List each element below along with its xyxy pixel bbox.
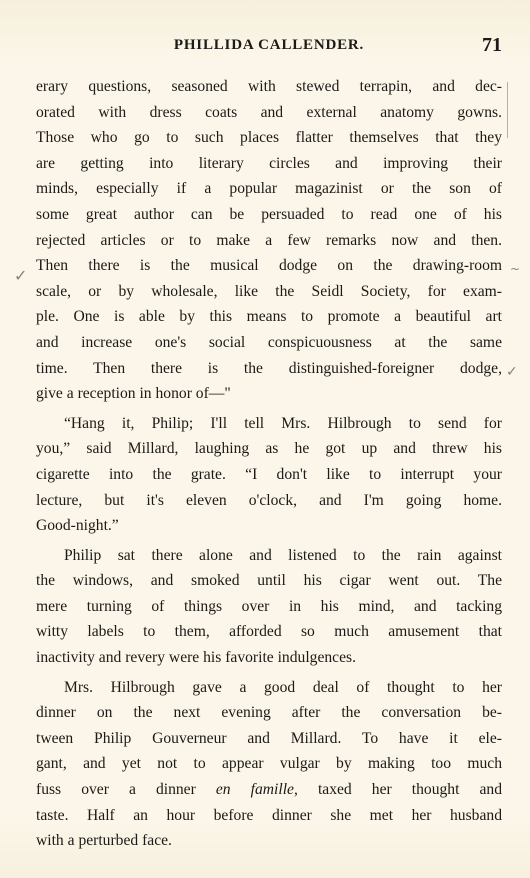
text-line: orated with dress coats and external anatomy gowns.	[36, 103, 502, 121]
text-segment: fuss over a dinner	[36, 781, 216, 799]
text-line: Philip sat there alone and listened to the rain against	[64, 546, 502, 564]
text-line: give a reception in honor of—"	[36, 385, 231, 403]
paragraph	[36, 675, 502, 854]
text-line: Good-night.”	[36, 517, 119, 535]
text-line: lecture, but it's eleven o'clock, and I'm going home.	[36, 491, 502, 509]
text-line: erary questions, seasoned with stewed terrapin, and dec-	[36, 78, 502, 95]
margin-scribble-icon: ~	[510, 262, 521, 276]
body-text	[36, 74, 502, 854]
italic-phrase: en famille	[215, 781, 294, 799]
text-line: Those who go to such places flatter themselves that they	[36, 129, 502, 147]
text-line: dinner on the next evening after the conversation be-	[36, 704, 502, 722]
text-line: “Hang it, Philip; I'll tell Mrs. Hilbrough to send for	[64, 414, 502, 432]
text-line: witty labels to them, afforded so much amusement that	[36, 623, 502, 641]
text-line: tween Philip Gouverneur and Millard. To have it ele-	[36, 729, 502, 747]
paragraph	[36, 74, 502, 407]
text-line: the windows, and smoked until his cigar went out. The	[36, 572, 502, 590]
text-line: Then there is the musical dodge on the drawing-room	[36, 257, 502, 275]
page-header	[36, 34, 502, 64]
margin-pencil-line	[507, 82, 508, 138]
text-line: time. Then there is the distinguished-foreigner dodge,	[36, 359, 502, 377]
text-line: ple. One is able by this means to promote a beautiful art	[36, 308, 502, 326]
paragraph	[36, 411, 502, 539]
text-line: mere turning of things over in his mind, and tacking	[36, 597, 502, 615]
page-number: 71	[482, 34, 502, 56]
text-line: some great author can be persuaded to read one of his	[36, 205, 502, 223]
text-line: scale, or by wholesale, like the Seidl Society, for exam-	[36, 282, 502, 300]
text-line: taste. Half an hour before dinner she met her husband	[36, 806, 502, 824]
running-head: PHILLIDA CALLENDER.	[173, 37, 365, 53]
paragraph	[36, 543, 502, 671]
margin-check-mark-icon: ✓	[14, 266, 28, 285]
text-line: you,” said Millard, laughing as he got up and threw his	[36, 440, 502, 458]
text-line: minds, especially if a popular magazinist or the son of	[36, 180, 502, 198]
text-line: inactivity and revery were his favorite indulgences.	[36, 649, 356, 667]
text-line: and increase one's social conspicuousness at the same	[36, 333, 502, 351]
margin-pencil-mark-icon: ✓	[506, 364, 518, 380]
text-segment: , taxed her thought and	[293, 781, 502, 799]
text-line: gant, and yet not to appear vulgar by making too much	[36, 755, 502, 773]
text-line: rejected articles or to make a few remarks now and then.	[36, 231, 502, 249]
text-line: are getting into literary circles and improving their	[36, 154, 502, 172]
text-line: with a perturbed face.	[36, 832, 172, 850]
text-line: Mrs. Hilbrough gave a good deal of thought to her	[64, 678, 502, 696]
text-line-with-italic	[36, 777, 502, 803]
text-line: cigarette into the grate. “I don't like to interrupt your	[36, 465, 502, 483]
